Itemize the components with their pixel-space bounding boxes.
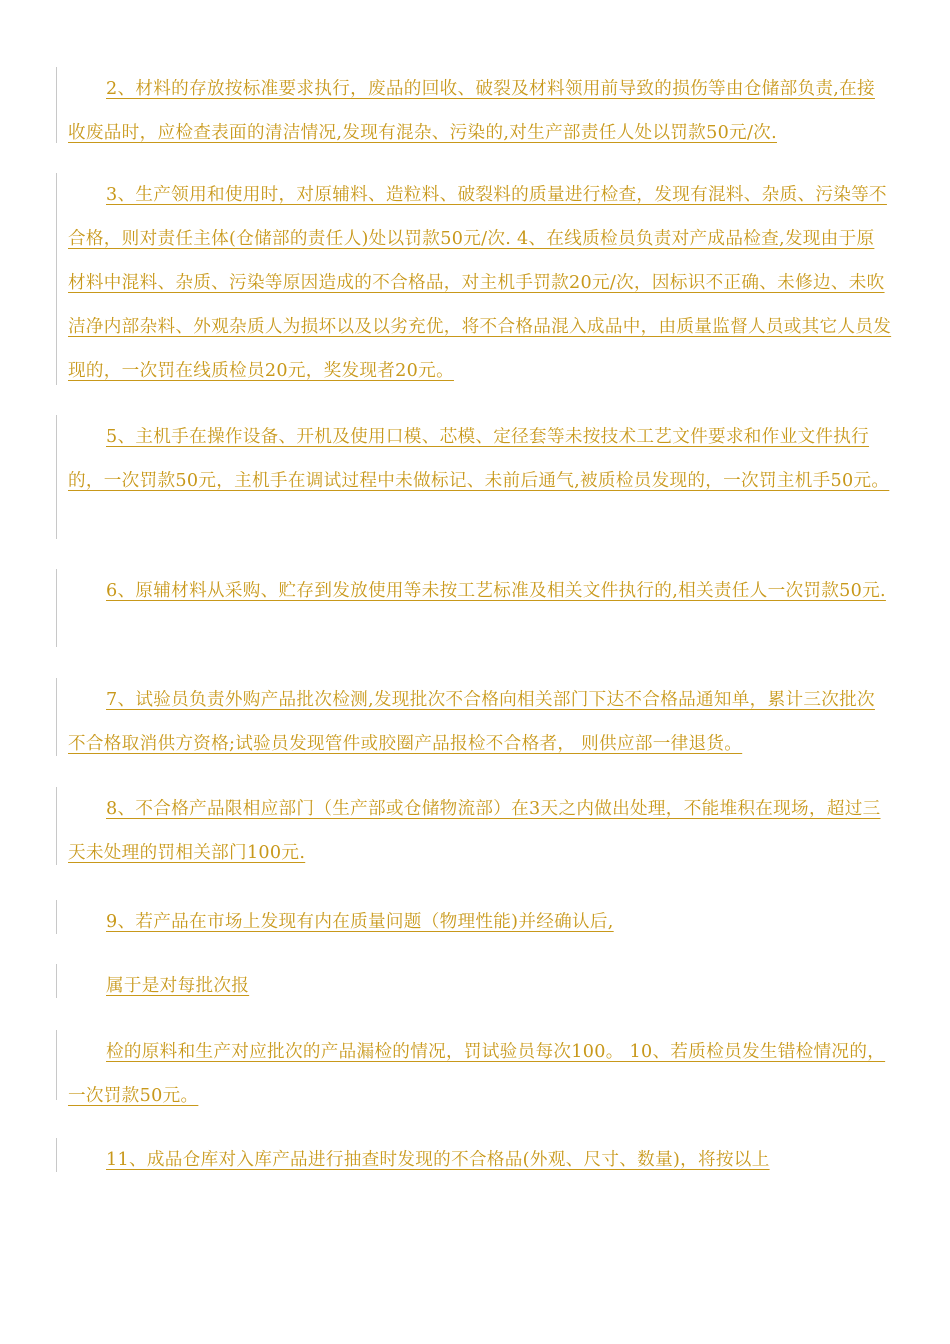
paragraph-9-continued bbox=[56, 964, 892, 998]
paragraph-11 bbox=[56, 1138, 892, 1172]
paragraph-text: 11、成品仓库对入库产品进行抽查时发现的不合格品(外观、尺寸、数量)，将按以上 bbox=[106, 1150, 770, 1170]
paragraph-6 bbox=[56, 569, 892, 647]
paragraph-text: 属于是对每批次报 bbox=[106, 976, 250, 996]
paragraph-text: 8、不合格产品限相应部门（生产部或仓储物流部）在3天之内做出处理，不能堆积在现场，超过三天未处理的罚相关部门100元. bbox=[68, 799, 881, 863]
paragraph-3-4 bbox=[56, 173, 892, 385]
paragraph-7 bbox=[56, 678, 892, 756]
paragraph-text: 检的原料和生产对应批次的产品漏检的情况，罚试验员每次100。 10、若质检员发生错检情况的，一次罚款50元。 bbox=[68, 1042, 886, 1106]
paragraph-9 bbox=[56, 900, 892, 934]
paragraph-text: 9、若产品在市场上发现有内在质量问题（物理性能)并经确认后, bbox=[106, 912, 614, 932]
paragraph-2 bbox=[56, 67, 892, 143]
paragraph-text: 2、材料的存放按标准要求执行，废品的回收、破裂及材料领用前导致的损伤等由仓储部负责,在接收废品时，应检查表面的清洁情况,发现有混杂、污染的,对生产部责任人处以罚款50元/次. bbox=[68, 79, 875, 143]
paragraph-8 bbox=[56, 787, 892, 865]
paragraph-text: 7、试验员负责外购产品批次检测,发现批次不合格向相关部门下达不合格品通知单，累计三次批次不合格取消供方资格;试验员发现管件或胶圈产品报检不合格者， 则供应部一律退货。 bbox=[68, 690, 875, 754]
paragraph-text: 5、主机手在操作设备、开机及使用口模、芯模、定径套等未按技术工艺文件要求和作业文件执行的，一次罚款50元，主机手在调试过程中未做标记、未前后通气,被质检员发现的，一次罚主机手50元。 bbox=[68, 427, 890, 491]
paragraph-5 bbox=[56, 415, 892, 539]
paragraph-9-10 bbox=[56, 1030, 892, 1106]
paragraph-text: 6、原辅材料从采购、贮存到发放使用等未按工艺标准及相关文件执行的,相关责任人一次罚款50元. bbox=[106, 581, 886, 601]
paragraph-text: 3、生产领用和使用时，对原辅料、造粒料、破裂料的质量进行检查，发现有混料、杂质、污染等不合格，则对责任主体(仓储部的责任人)处以罚款50元/次. 4、在线质检员负责对产成品检查,发现由于原材料中混料、杂质、污染等原因造成的不合格品，对主机手罚款20元/次，因标识不正确、未修边、未吹洁净内部杂料、外观杂质人为损坏以及以劣充优，将不合格品混入成品中，由质量监督人员或其它人员发现的，一次罚在线质检员20元，奖发现者20元。 bbox=[68, 185, 892, 381]
